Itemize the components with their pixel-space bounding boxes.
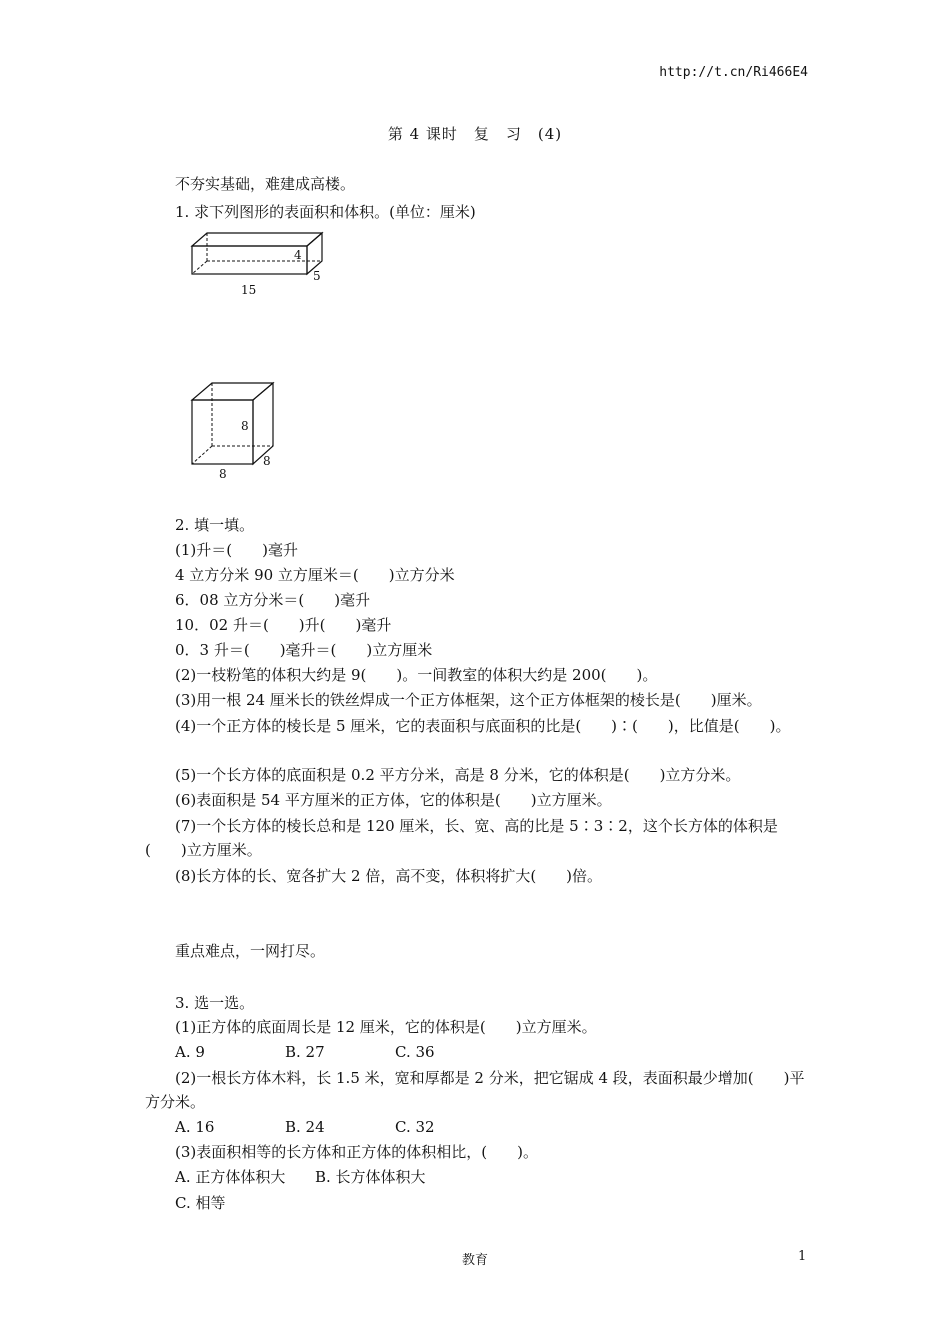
question-3-prompt: 3. 选一选。	[175, 994, 255, 1012]
q2-item-6: (6)表面积是 54 平方厘米的正方体，它的体积是( )立方厘米。	[175, 791, 612, 809]
page-title: 第 4 课时 复 习 (4)	[387, 125, 563, 143]
section-heading-key-points: 重点难点，一网打尽。	[175, 942, 326, 960]
q2-item-5: (5)一个长方体的底面积是 0.2 平方分米，高是 8 分米，它的体积是( )立方分米。	[175, 766, 741, 784]
option-b: B. 24	[285, 1118, 325, 1136]
q3-sub2-question: (2)一根长方体木料，长 1.5 米，宽和厚都是 2 分米，把它锯成 4 段，表面积最少增加( )平方分米。	[145, 1069, 805, 1111]
q3-sub3-question: (3)表面积相等的长方体和正方体的体积相比，( )。	[175, 1143, 538, 1161]
option-a: A. 16	[175, 1118, 215, 1136]
q2-item: 6．08 立方分米＝( )毫升	[175, 591, 371, 609]
cube-height-label: 8	[241, 419, 249, 433]
option-c: C. 36	[395, 1043, 435, 1061]
option-b: B. 27	[285, 1043, 325, 1061]
q2-item: (3)用一根 24 厘米长的铁丝焊成一个正方体框架，这个正方体框架的棱长是( )厘米。	[175, 691, 762, 709]
q2-item-8: (8)长方体的长、宽各扩大 2 倍，高不变，体积将扩大( )倍。	[175, 867, 603, 885]
q3-sub3-option-c: C. 相等	[175, 1194, 226, 1212]
q3-sub1-question: (1)正方体的底面周长是 12 厘米，它的体积是( )立方厘米。	[175, 1018, 597, 1036]
q3-sub3-options	[175, 1168, 426, 1186]
q2-item: 10．02 升＝( )升( )毫升	[175, 616, 392, 634]
q2-item: (2)一枝粉笔的体积大约是 9( )。一间教室的体积大约是 200( )。	[175, 666, 658, 684]
question-1-prompt: 1. 求下列图形的表面积和体积。(单位：厘米)	[175, 203, 476, 221]
cube-length-label: 8	[219, 467, 227, 481]
cuboid-top-face	[192, 233, 322, 246]
cube-side-face	[253, 383, 273, 464]
q2-item: (1)升＝( )毫升	[175, 541, 298, 559]
q2-item: 0．3 升＝( )毫升＝( )立方厘米	[175, 641, 433, 659]
footer-label: 教育	[461, 1253, 488, 1268]
cube-top-face	[192, 383, 273, 400]
q2-item-7: (7)一个长方体的棱长总和是 120 厘米，长、宽、高的比是 5∶3∶2，这个长方体的体积是( )立方厘米。	[145, 817, 778, 859]
cube-hidden-edge	[192, 446, 212, 464]
cuboid-front-face	[192, 246, 307, 274]
section-heading-basics: 不夯实基础，难建成高楼。	[175, 175, 356, 193]
q3-sub2-options	[175, 1118, 435, 1136]
q2-item: 4 立方分米 90 立方厘米＝( )立方分米	[175, 566, 455, 584]
option-a: A. 正方体体积大	[175, 1168, 286, 1186]
cuboid-width-label: 5	[313, 269, 321, 283]
option-a: A. 9	[175, 1043, 205, 1061]
page-number: 1	[798, 1249, 807, 1264]
cuboid-side-face	[307, 233, 322, 274]
option-c: C. 32	[395, 1118, 435, 1136]
cuboid-figure	[185, 228, 335, 300]
source-url[interactable]: http://t.cn/Ri466E4	[659, 65, 808, 80]
cuboid-length-label: 15	[241, 283, 257, 297]
q2-item-4: (4)一个正方体的棱长是 5 厘米，它的表面积与底面积的比是( )∶( )，比值是( )。	[175, 717, 791, 735]
cuboid-hidden-edge	[192, 261, 207, 274]
question-2-prompt: 2. 填一填。	[175, 516, 255, 534]
q3-sub1-options	[175, 1043, 435, 1061]
cube-depth-label: 8	[263, 454, 271, 468]
cuboid-height-label: 4	[294, 248, 302, 262]
option-b: B. 长方体体积大	[315, 1168, 426, 1186]
cube-figure	[185, 378, 285, 484]
